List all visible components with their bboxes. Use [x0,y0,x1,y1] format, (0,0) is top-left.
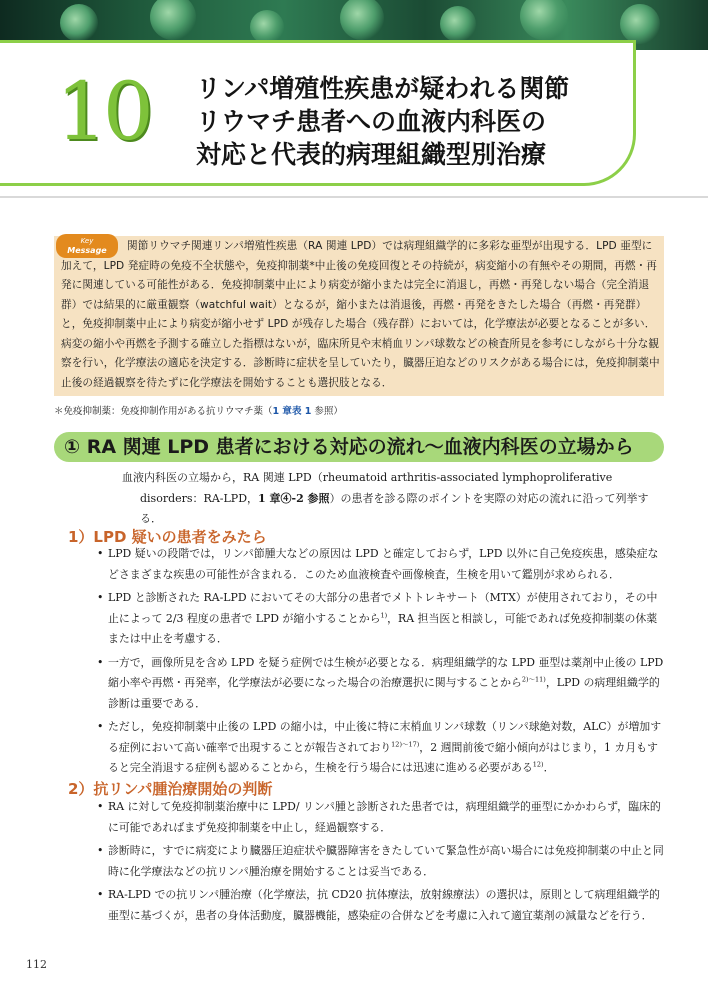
list-item-text: RA に対して免疫抑制薬治療中に LPD/ リンパ腫と診断された患者では，病理組織学的亜型にかかわらず，臨床的に可能であればまず免疫抑制薬を中止し，経過観察する． [108,800,661,834]
decorative-cell [150,0,196,40]
list-item-text: LPD 疑いの段階では，リンパ節腫大などの原因は LPD と確定しておらず，LPD 以外に自己免疫疾患，感染症などさまざまな疾患の可能性が含まれる．このため血液検査や画像検査，生検を用いて鑑別が求められる． [108,547,659,581]
citation: 2)～11) [521,675,546,684]
footnote-prefix: ＊免疫抑制薬：免疫抑制作用がある抗リウマチ薬（ [54,406,273,417]
chapter-title-line: リンパ増殖性疾患が疑われる関節 [196,74,570,103]
section-intro [122,468,660,530]
subsection-heading: 2）抗リンパ腫治療開始の判断 [68,780,273,798]
footnote-table-ref: 表 1 [291,406,312,417]
list-item-text: ． [543,761,555,774]
list-item-text: 診断時に，すでに病変により臓器圧迫症状や臓器障害をきたしていて緊急性が高い場合には免疫抑制薬の中止と同時に化学療法などの抗リンパ腫治療を開始することは妥当である． [108,844,664,878]
citation: 12)～17) [391,739,420,748]
intro-ref: 1 章④-2 参照 [258,491,330,505]
list-item-text: 一方で，画像所見を含め LPD を疑う症例では生検が必要となる．病理組織学的な LPD 亜型は薬剤中止後の LPD 縮小率や再燃・再発率，化学療法が必要になった場合の治療選択に関与することから [108,655,664,689]
list-item [108,841,668,882]
key-badge-line2: Message [67,246,107,255]
decorative-cell [340,0,384,40]
chapter-number: 10 [56,65,150,158]
list-item-text: ，RA 担当医と相談し，可能であれば免疫抑制薬の休薬または中止を考慮する． [108,611,658,645]
list-item-text: RA-LPD での抗リンパ腫治療（化学療法，抗 CD20 抗体療法，放射線療法）の選択は，原則として病理組織学的亜型に基づくが，患者の身体活動度，臓器機能，感染症の合併などを考慮に入れて適宜薬剤の減量などを行う． [108,888,660,922]
citation: 1) [380,610,388,619]
key-message-text: 関節リウマチ関連リンパ増殖性疾患（RA 関連 LPD）では病理組織学的に多彩な亜型が出現する．LPD 亜型に加えて，LPD 発症時の免疫不全状態や，免疫抑制薬*中止後の免疫回復とその持続が，病変縮小の有無やその期間，再燃・再発に関連している可能性がある．免疫抑制薬中止により病変が縮小または完全に消退し，再燃・再発しない場合（完全消退群）では結果的に厳重観察（watchful wait）となるが，縮小または消退後，再燃・再発をきたした場合（再燃・再発群）と，免疫抑制薬中止により病変が縮小せず LPD が残存した場合（残存群）においては，化学療法が必要となることが多い．病変の縮小や再燃を予測する確立した指標はないが，臨床所見や末梢血リンパ球数などの検査所見を参考にしながら十分な観察を行い，化学療法の適応を決定する．診断時に症状を呈していたり，臓器圧迫などのリスクがある場合には，免疫抑制薬中止後の経過観察を待たずに化学療法を開始することも選択肢となる． [61,240,660,389]
list-item-text: ただし，免疫抑制薬中止後の LPD の縮小は，中止後に特に末梢血リンパ球数（リンパ球絶対数，ALC）が増加する症例において高い確率で出現することが報告されており [108,720,662,754]
list-item [108,885,668,926]
list-item [108,653,668,715]
section-heading: ① RA 関連 LPD 患者における対応の流れ～血液内科医の立場から [54,432,664,462]
intro-text-a: 血液内科医の立場から，RA 関連 LPD（rheumatoid arthritis-associated lymphoproliferative disorders：RA-LPD， [122,471,613,505]
intro-text-b: ）の患者を診る際のポイントを実際の対応の流れに沿って列挙する． [140,491,649,525]
footnote [54,403,654,417]
list-item [108,797,668,838]
footnote-suffix: 参照） [311,406,343,417]
chapter-title-line: リウマチ患者への血液内科医の [196,107,547,136]
list-item-text: ，LPD の病理組織学的診断は重要である． [108,676,660,710]
citation: 12) [532,760,544,769]
list-item-text: LPD と診断された RA-LPD においてその大部分の患者でメトトレキサート（MTX）が使用されており，その中止によって 2/3 程度の患者で LPD が縮小することから [108,591,658,625]
footnote-chapter-ref: 1 章 [272,406,292,417]
list-item [108,717,668,779]
decorative-cell [250,10,284,44]
chapter-title [196,72,616,171]
decorative-cell [620,4,660,44]
chapter-title-line: 対応と代表的病理組織型別治療 [196,140,547,169]
page-number: 112 [26,958,47,971]
subsection2-list [108,797,668,929]
list-item-text: ，2 週間前後で縮小傾向がはじまり，1 カ月もすると完全消退する症例も認めることから，生検を行う場合には迅速に進める必要がある [108,740,658,774]
list-item [108,588,668,650]
header-divider [0,196,708,198]
list-item [108,544,668,585]
decorative-cell [60,4,98,42]
key-badge-line1: Key [80,237,94,245]
decorative-cell [440,6,476,42]
subsection-heading: 1）LPD 疑いの患者をみたら [68,528,267,546]
decorative-cell [520,0,568,40]
subsection1-list [108,544,668,782]
